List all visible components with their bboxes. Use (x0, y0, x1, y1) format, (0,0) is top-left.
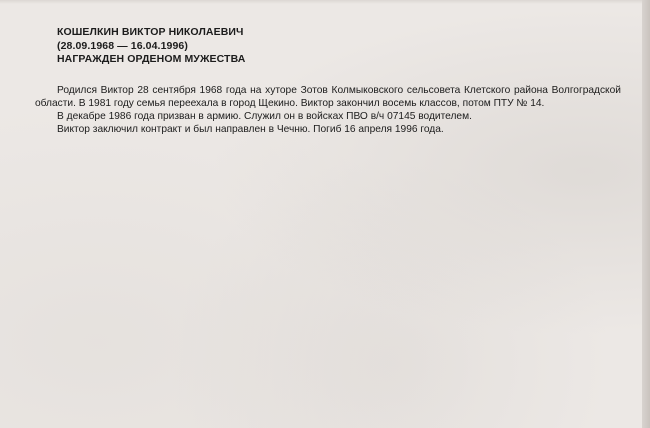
person-name: КОШЕЛКИН ВИКТОР НИКОЛАЕВИЧ (57, 26, 244, 38)
life-dates: (28.09.1968 — 16.04.1996) (57, 39, 188, 52)
page-right-edge (642, 0, 650, 428)
biography-text (35, 84, 621, 136)
biography-paragraph-birth: Родился Виктор 28 сентября 1968 года на хуторе Зотов Колмыковского сельсовета Клетского района Волгоградской области. В 1981 году семья переехала в город Щекино. Виктор закончил восемь классов, потом ПТУ № 14. (35, 84, 621, 109)
biography-paragraph-chechnya: Виктор заключил контракт и был направлен в Чечню. Погиб 16 апреля 1996 года. (57, 123, 444, 135)
document-content (35, 26, 621, 136)
page-top-edge (0, 0, 650, 4)
award-title: НАГРАЖДЕН ОРДЕНОМ МУЖЕСТВА (57, 53, 246, 65)
biography-paragraph-army: В декабре 1986 года призван в армию. Служил он в войсках ПВО в/ч 07145 водителем. (57, 110, 472, 122)
